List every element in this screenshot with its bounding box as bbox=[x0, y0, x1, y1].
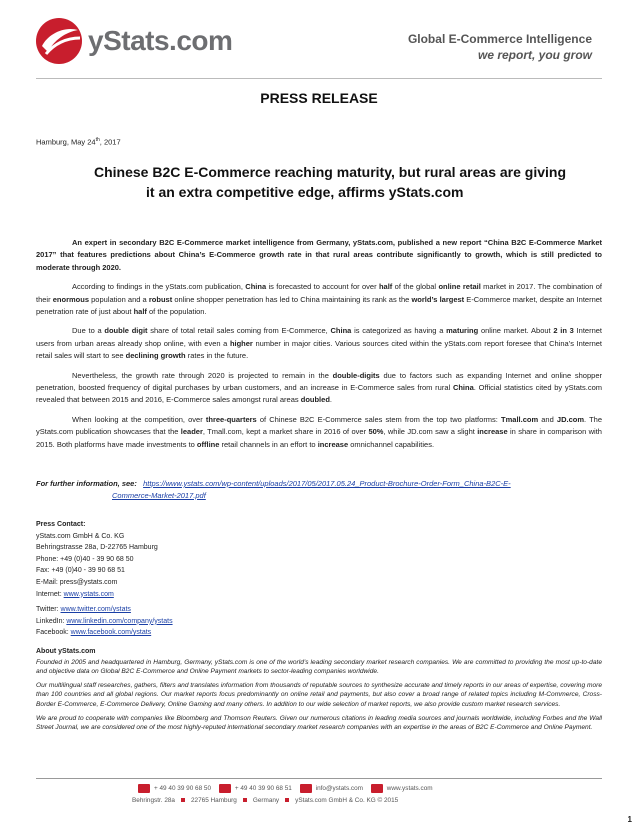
email-icon bbox=[300, 784, 312, 793]
linkedin-link[interactable]: www.linkedin.com/company/ystats bbox=[66, 617, 173, 625]
lead-paragraph: An expert in secondary B2C E-Commerce market intelligence from Germany, yStats.com, published a new report “China B2C E-Commerce Market 2017” that features predictions about China’s E-Commerce growth rate in that rural areas contribute significantly to growth, which is still predicted to moderate through 2020. bbox=[36, 238, 602, 272]
headline bbox=[94, 162, 580, 202]
contact-twitter: Twitter: www.twitter.com/ystats bbox=[36, 606, 131, 614]
headline-line-2: it an extra competitive edge, affirms yStats.com bbox=[146, 184, 464, 200]
about-heading: About yStats.com bbox=[36, 648, 96, 655]
facebook-link[interactable]: www.facebook.com/ystats bbox=[70, 629, 152, 637]
headline-line-1: Chinese B2C E-Commerce reaching maturity, but rural areas are giving bbox=[94, 164, 567, 180]
about-paragraph-2: Our multilingual staff researches, gathers, filters and translates information from thousands of reputable sources to synthesize accurate and timely reports in our areas of expertise, covering more than 100 countries and all global regions. Our market reports focus predominantly on online retail and payments, but also cover a broad range of related topics including M-Commerce, Cross-Border E-Commerce, E-Commerce Delivery, Online Gaming and many others. In addition to our wide selection of market reports, we also provide custom market research services. bbox=[36, 681, 602, 708]
web-icon bbox=[371, 784, 383, 793]
header-tagline: Global E-Commerce Intelligence bbox=[407, 32, 592, 46]
paragraph-2: Due to a double digit share of total retail sales coming from E-Commerce, China is categorized as having a maturing online market. About 2 in 3 Internet users from urban areas already shop online, with even a higher number in major cities. Various sources cited within the yStats.com report foresee that China’s Internet retail sales will start to see declining growth rates in the future. bbox=[36, 326, 603, 361]
separator-icon bbox=[243, 798, 247, 802]
page-header bbox=[0, 0, 638, 80]
header-divider bbox=[36, 78, 602, 79]
logo-text: yStats.com bbox=[88, 25, 233, 56]
footer-street: Behringstr. 28a bbox=[132, 797, 175, 804]
article-body bbox=[36, 237, 602, 458]
footer-fax: + 49 40 39 90 68 51 bbox=[234, 785, 292, 793]
further-info-label: For further information, see: bbox=[36, 479, 137, 488]
further-information bbox=[36, 478, 602, 502]
contact-phone: Phone: +49 (0)40 - 39 90 68 50 bbox=[36, 555, 134, 563]
page-number: 1 bbox=[627, 815, 632, 824]
separator-icon bbox=[285, 798, 289, 802]
contact-email: E-Mail: press@ystats.com bbox=[36, 578, 118, 586]
separator-icon bbox=[181, 798, 185, 802]
contact-fax: Fax: +49 (0)40 - 39 90 68 51 bbox=[36, 567, 125, 575]
about-paragraph-1: Founded in 2005 and headquartered in Hamburg, Germany, yStats.com is one of the world’s leading secondary market research companies. We are committed to providing the most up-to-date and objective data on Global B2C E-Commerce and Online Payment markets to sector-leading companies worldwide. bbox=[36, 658, 602, 676]
press-contact bbox=[36, 519, 173, 639]
footer-divider bbox=[36, 778, 602, 779]
footer-country: Germany bbox=[252, 797, 280, 804]
paragraph-3: Nevertheless, the growth rate through 2020 is projected to remain in the double-digits due to factors such as expanding Internet and online shopper penetration, boosted frequency of digital purchases by urban customers, and an increase in E-Commerce sales from rural China. Official statistics cited by yStats.com revealed that between 2015 and 2016, E-Commerce sales amongst rural areas doubled. bbox=[36, 370, 603, 405]
press-release-title: PRESS RELEASE bbox=[260, 90, 378, 106]
paragraph-4: When looking at the competition, over three-quarters of Chinese B2C E-Commerce sales stem from the top two platforms: Tmall.com and JD.com. The yStats.com publication showcases that the leader, Tmall.com, kept a market share in 2016 of over 50%, while JD.com saw a slight increase in share in comparison with 2015. Both platforms have made investments to offline retail channels in an effort to increase omnichannel capabilities. bbox=[36, 414, 603, 449]
twitter-link[interactable]: www.twitter.com/ystats bbox=[60, 606, 131, 614]
contact-linkedin: LinkedIn: www.linkedin.com/company/ystats bbox=[36, 617, 173, 625]
about-section bbox=[36, 647, 602, 737]
contact-facebook: Facebook: www.facebook.com/ystats bbox=[36, 629, 152, 637]
report-brochure-link-cont[interactable]: Commerce-Market-2017.pdf bbox=[112, 491, 206, 500]
footer-city: 22765 Hamburg bbox=[191, 797, 237, 804]
ystats-logo-icon bbox=[34, 16, 84, 66]
contact-company: yStats.com GmbH & Co. KG bbox=[36, 532, 125, 540]
report-brochure-link[interactable]: https://www.ystats.com/wp-content/uploads/2017/05/2017.05.24_Product-Brochure-Order-Form_China-B2C-E- bbox=[143, 479, 511, 488]
internet-link[interactable]: www.ystats.com bbox=[63, 590, 114, 598]
footer-web: www.ystats.com bbox=[386, 785, 433, 793]
contact-address: Behringstrasse 28a, D-22765 Hamburg bbox=[36, 544, 158, 552]
fax-icon bbox=[219, 784, 231, 793]
footer-copyright: yStats.com GmbH & Co. KG © 2015 bbox=[295, 797, 399, 804]
header-slogan: we report, you grow bbox=[477, 48, 592, 62]
dateline: Hamburg, May 24th, 2017 bbox=[36, 137, 121, 147]
footer-phone: + 49 40 39 90 68 50 bbox=[154, 785, 212, 793]
phone-icon bbox=[138, 784, 150, 793]
paragraph-1: According to findings in the yStats.com publication, China is forecasted to account for over half of the global online retail market in 2017. The combination of their enormous population and a robust online shopper penetration has led to China maintaining its rank as the world’s largest E-Commerce market, despite an Internet penetration rate of just about half of the population. bbox=[36, 282, 603, 317]
contact-internet: Internet: www.ystats.com bbox=[36, 590, 114, 598]
about-paragraph-3: We are proud to cooperate with companies like Bloomberg and Thomson Reuters. Given our numerous citations in leading media sources and journals worldwide, including Forbes and the Wall Street Journal, we are considered one of the most highly-reputed international secondary market research companies with an expertise in the areas of B2C E-Commerce and Online Payment. bbox=[36, 714, 602, 732]
footer-email: info@ystats.com bbox=[315, 785, 363, 793]
press-contact-heading: Press Contact: bbox=[36, 521, 86, 528]
